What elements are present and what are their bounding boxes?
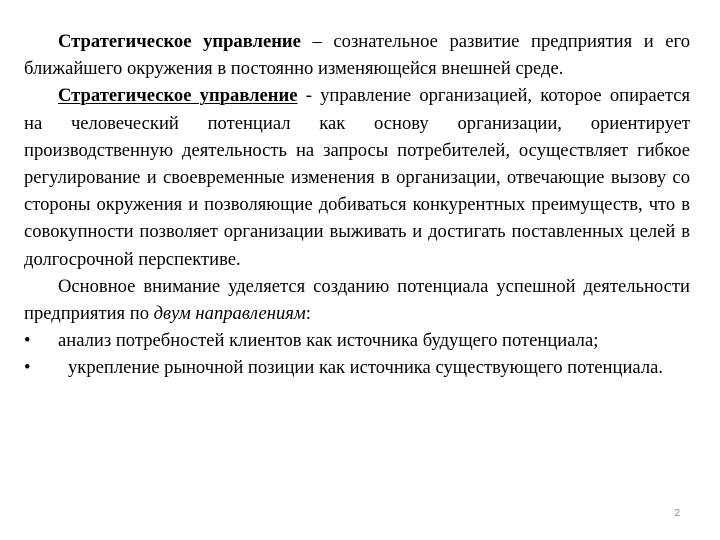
definition-paragraph-1 xyxy=(24,28,690,82)
page-number: 2 xyxy=(674,508,680,519)
directions-emphasis: двум направлениям xyxy=(153,303,306,325)
bullet-icon: • xyxy=(24,330,31,352)
bullet-item-2 xyxy=(24,354,690,381)
term-strategic-management-1: Стратегическое управление xyxy=(58,31,301,52)
directions-text-before: Основное внимание уделяется созданию потенциала успешной деятельности предприятия по xyxy=(24,275,690,325)
definition-text-1: – сознательное развитие предприятия и его ближайшего окружения в постоянно изменяющейся внешней среде. xyxy=(24,31,690,80)
bullet-text-1: анализ потребностей клиентов как источника будущего потенциала; xyxy=(58,330,599,352)
definition-text-2: - управление организацией, которое опирается на человеческий потенциал как основу организации, ориентирует производственную деятельность на запросы потребителей, осуществляет гибкое регулирование и своевременные изменения в организации, отвечающие вызову со стороны окружения и позволяющие добиваться конкурентных преимуществ, что в совокупности позволяет организации выживать и достигать поставленных целей в долгосрочной перспективе. xyxy=(24,85,690,270)
bullet-icon: • xyxy=(24,357,31,379)
bullet-item-1 xyxy=(24,327,690,354)
term-strategic-management-2: Стратегическое управление xyxy=(58,85,298,107)
bullet-text-2: укрепление рыночной позиции как источника существующего потенциала. xyxy=(68,357,664,379)
definition-paragraph-2 xyxy=(24,82,690,272)
directions-text-after: : xyxy=(305,303,311,325)
directions-paragraph xyxy=(24,273,690,327)
